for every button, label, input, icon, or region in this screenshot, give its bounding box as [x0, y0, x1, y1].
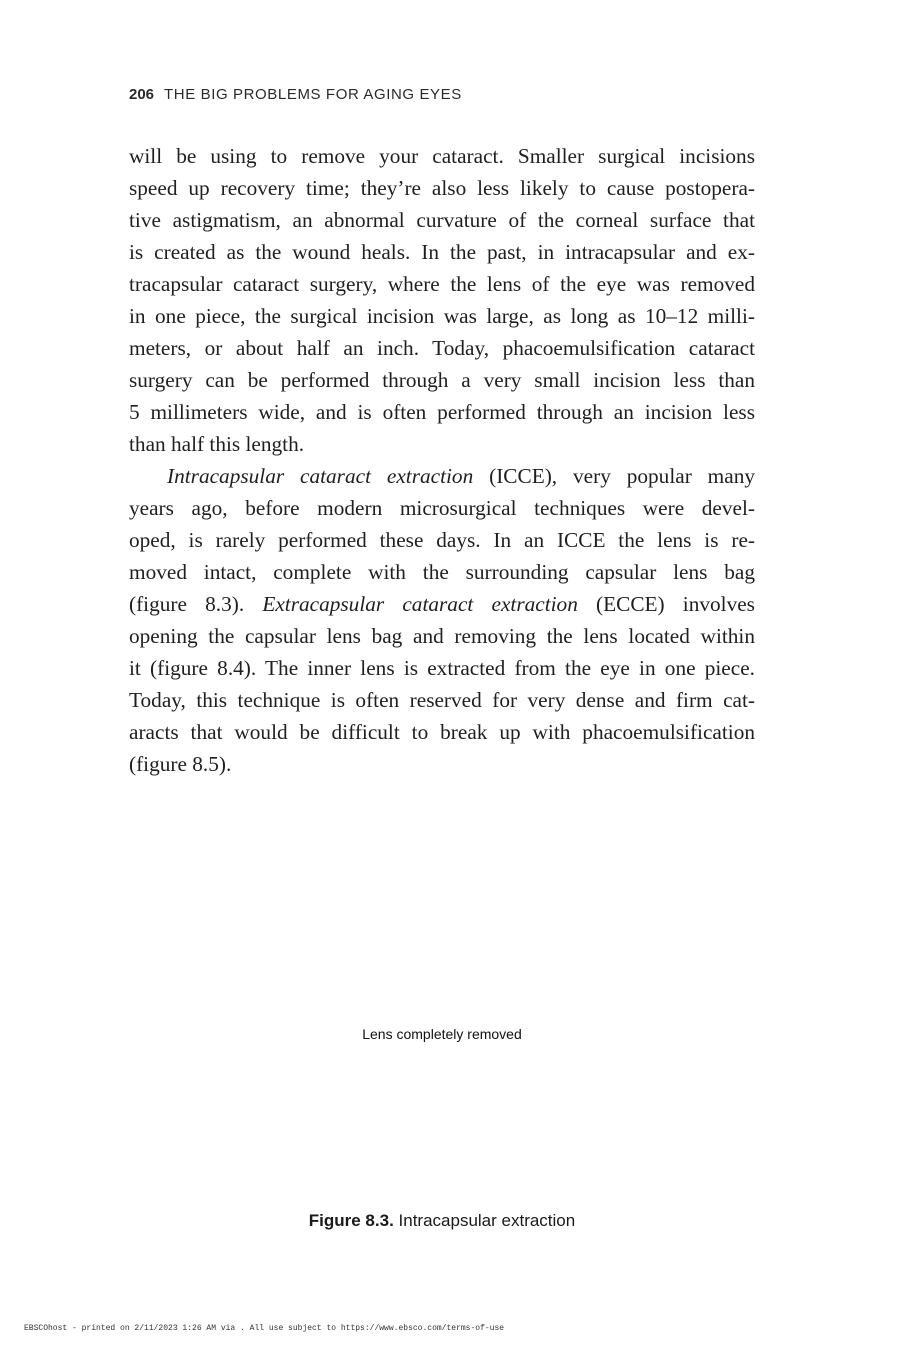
- line-text: (ECCE) involves: [577, 592, 755, 616]
- term-ecce: Extracapsular cataract extraction: [262, 592, 578, 616]
- paragraph-line: years ago, before modern microsurgical techniques were devel-: [129, 496, 755, 520]
- paragraph-line: tracapsular cataract surgery, where the lens of the eye was removed: [129, 272, 755, 296]
- paragraph-line: tive astigmatism, an abnormal curvature of the corneal surface that: [129, 208, 755, 232]
- paragraph-line: [129, 588, 755, 620]
- paragraph-line: speed up recovery time; they’re also less likely to cause postopera-: [129, 176, 755, 200]
- line-text: (figure 8.3).: [129, 592, 263, 616]
- paragraph-line: in one piece, the surgical incision was large, as long as 10–12 milli-: [129, 304, 755, 328]
- paragraph-line: than half this length.: [129, 432, 305, 456]
- running-head: [129, 86, 462, 103]
- footer-notice: EBSCOhost - printed on 2/11/2023 1:26 AM via . All use subject to https://www.ebsco.com/terms-of-use: [24, 1324, 505, 1333]
- paragraph-1: [129, 140, 755, 460]
- paragraph-line: 5 millimeters wide, and is often performed through an incision less: [129, 400, 755, 424]
- term-icce: Intracapsular cataract extraction: [167, 464, 474, 488]
- running-head-title: THE BIG PROBLEMS FOR AGING EYES: [164, 86, 462, 103]
- figure-label: Lens completely removed: [362, 1026, 522, 1042]
- paragraph-line: Today, this technique is often reserved for very dense and firm cat-: [129, 688, 755, 712]
- line-text: (ICCE), very popular many: [473, 464, 755, 488]
- body-text: [129, 140, 755, 780]
- paragraph-line: oped, is rarely performed these days. In an ICCE the lens is re-: [129, 528, 755, 552]
- paragraph-line: will be using to remove your cataract. Smaller surgical incisions: [129, 144, 755, 168]
- figure-caption-text: Intracapsular extraction: [393, 1211, 576, 1230]
- paragraph-line: (figure 8.5).: [129, 752, 232, 776]
- figure-caption: [0, 1211, 884, 1231]
- paragraph-2: [129, 460, 755, 780]
- paragraph-line: moved intact, complete with the surrounding capsular lens bag: [129, 560, 755, 584]
- paragraph-line: [129, 460, 755, 492]
- figure-number: Figure 8.3.: [308, 1211, 394, 1230]
- paragraph-line: it (figure 8.4). The inner lens is extracted from the eye in one piece.: [129, 656, 755, 680]
- paragraph-line: surgery can be performed through a very small incision less than: [129, 368, 755, 392]
- paragraph-line: opening the capsular lens bag and removing the lens located within: [129, 624, 755, 648]
- paragraph-line: is created as the wound heals. In the past, in intracapsular and ex-: [129, 240, 755, 264]
- page-number: 206: [129, 86, 155, 103]
- paragraph-line: meters, or about half an inch. Today, phacoemulsification cataract: [129, 336, 755, 360]
- paragraph-line: aracts that would be difficult to break up with phacoemulsification: [129, 720, 755, 744]
